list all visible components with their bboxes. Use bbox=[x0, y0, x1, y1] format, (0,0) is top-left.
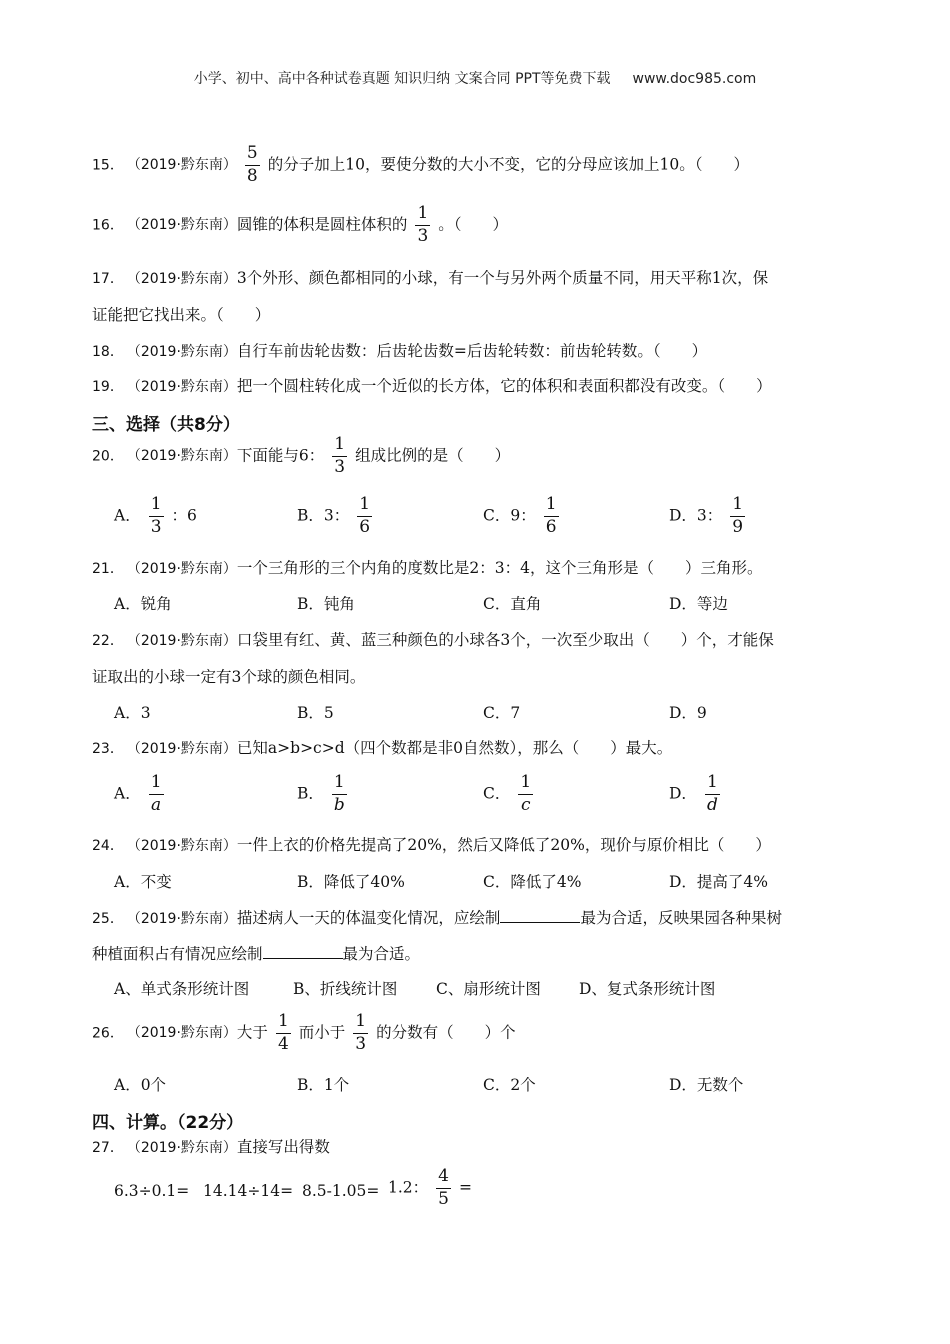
question-text: 自行车前齿轮齿数：后齿轮齿数=后齿轮转数：前齿轮转数。（ ） bbox=[236, 342, 708, 360]
option-a: A、单式条形统计图 bbox=[114, 980, 250, 998]
question-source: （2019·黔东南） bbox=[133, 217, 237, 234]
option-label: D． bbox=[669, 784, 697, 803]
option-b bbox=[297, 496, 380, 537]
question-19 bbox=[92, 374, 772, 396]
question-text: 把一个圆柱转化成一个近似的长方体，它的体积和表面积都没有改变。（ ） bbox=[236, 377, 772, 395]
question-text: 口袋里有红、黄、蓝三种颜色的小球各3个，一次至少取出（ ）个，才能保 bbox=[236, 631, 774, 649]
option-label: C．9： bbox=[483, 506, 536, 525]
option-c: C．2个 bbox=[483, 1076, 536, 1094]
numerator: 1 bbox=[332, 436, 347, 457]
question-17 bbox=[92, 266, 768, 288]
page-header bbox=[0, 68, 950, 88]
question-number: 26． bbox=[92, 1025, 124, 1042]
option-label: D．3： bbox=[669, 506, 723, 525]
question-number: 27． bbox=[92, 1140, 124, 1156]
numerator: 5 bbox=[245, 145, 260, 166]
calc-text: 1.2： bbox=[388, 1178, 429, 1197]
denominator: 3 bbox=[334, 456, 346, 477]
option-d: D．9 bbox=[669, 704, 707, 722]
fraction bbox=[705, 774, 720, 815]
option-label: A． bbox=[114, 506, 141, 525]
denominator: 3 bbox=[150, 516, 162, 537]
question-25-continued bbox=[92, 942, 420, 964]
question-number: 25． bbox=[92, 911, 124, 927]
denominator: 3 bbox=[355, 1033, 367, 1054]
fraction bbox=[357, 496, 372, 537]
question-source: （2019·黔东南） bbox=[133, 561, 237, 577]
denominator: 3 bbox=[417, 225, 429, 246]
option-a: A．0个 bbox=[114, 1076, 167, 1094]
fraction bbox=[332, 436, 347, 477]
option-a: A．锐角 bbox=[114, 595, 172, 613]
section-heading-3: 三、选择（共8分） bbox=[92, 415, 240, 435]
question-25 bbox=[92, 906, 782, 928]
fraction bbox=[149, 774, 164, 815]
question-16 bbox=[92, 205, 508, 246]
option-a bbox=[114, 774, 172, 815]
question-number: 24． bbox=[92, 838, 124, 854]
option-b: B．钝角 bbox=[297, 595, 355, 613]
question-source: （2019·黔东南） bbox=[133, 1140, 237, 1156]
calc-item-1: 6.3÷0.1= bbox=[114, 1182, 190, 1200]
denominator: b bbox=[333, 794, 345, 815]
numerator: 1 bbox=[332, 774, 347, 795]
option-d: D．等边 bbox=[669, 595, 728, 613]
calc-text-end: = bbox=[458, 1178, 472, 1197]
question-source: （2019·黔东南） bbox=[133, 157, 237, 174]
fraction bbox=[332, 774, 347, 815]
option-b: B．1个 bbox=[297, 1076, 350, 1094]
numerator: 1 bbox=[276, 1013, 291, 1034]
denominator: 4 bbox=[277, 1033, 289, 1054]
question-source: （2019·黔东南） bbox=[133, 344, 237, 360]
numerator: 1 bbox=[730, 496, 745, 517]
option-a: A．不变 bbox=[114, 873, 172, 891]
section-heading-4: 四、计算。（22分） bbox=[92, 1113, 244, 1133]
numerator: 1 bbox=[357, 496, 372, 517]
question-number: 21． bbox=[92, 561, 124, 577]
question-text: 已知a>b>c>d（四个数都是非0自然数），那么（ ）最大。 bbox=[236, 739, 673, 757]
question-text-end: 最为合适。 bbox=[342, 945, 421, 963]
question-text-mid: 最为合适，反映果园各种果树 bbox=[580, 909, 782, 927]
option-d: D、复式条形统计图 bbox=[579, 980, 716, 998]
option-d: D．提高了4% bbox=[669, 873, 769, 891]
option-a bbox=[114, 496, 197, 537]
question-26 bbox=[92, 1013, 516, 1054]
option-d: D．无数个 bbox=[669, 1076, 744, 1094]
option-b: B．降低了40% bbox=[297, 873, 405, 891]
question-number: 17． bbox=[92, 271, 124, 287]
calc-item-2: 14.14÷14= bbox=[203, 1182, 294, 1200]
option-b: B、折线统计图 bbox=[293, 980, 398, 998]
option-label: C． bbox=[483, 784, 511, 803]
question-21 bbox=[92, 556, 763, 578]
question-27 bbox=[92, 1135, 330, 1157]
question-22-continued: 证取出的小球一定有3个球的颜色相同。 bbox=[92, 668, 366, 686]
question-source: （2019·黔东南） bbox=[133, 448, 237, 465]
question-source: （2019·黔东南） bbox=[133, 379, 237, 395]
numerator: 1 bbox=[149, 774, 164, 795]
question-number: 19． bbox=[92, 379, 124, 395]
fraction bbox=[149, 496, 164, 537]
header-site: www.doc985.com bbox=[632, 71, 757, 87]
question-20 bbox=[92, 436, 510, 477]
denominator: d bbox=[706, 794, 718, 815]
question-source: （2019·黔东南） bbox=[133, 838, 237, 854]
question-source: （2019·黔东南） bbox=[133, 271, 237, 287]
question-source: （2019·黔东南） bbox=[133, 911, 237, 927]
option-label: B．3： bbox=[297, 506, 350, 525]
question-text-end: 。（ ） bbox=[438, 215, 509, 234]
question-23 bbox=[92, 736, 672, 758]
denominator: 9 bbox=[732, 516, 744, 537]
question-text: 一个三角形的三个内角的度数比是2：3：4，这个三角形是（ ）三角形。 bbox=[236, 559, 763, 577]
fraction bbox=[276, 1013, 291, 1054]
question-text: 下面能与6： bbox=[236, 446, 325, 465]
fraction bbox=[730, 496, 745, 537]
question-number: 20． bbox=[92, 448, 124, 465]
question-number: 22． bbox=[92, 633, 124, 649]
question-text: 的分子加上10，要使分数的大小不变，它的分母应该加上10。（ ） bbox=[267, 155, 749, 174]
fraction bbox=[415, 205, 430, 246]
option-c: C、扇形统计图 bbox=[436, 980, 541, 998]
header-text: 小学、初中、高中各种试卷真题 知识归纳 文案合同 PPT等免费下载 bbox=[193, 71, 611, 87]
denominator: a bbox=[151, 794, 162, 815]
denominator: 6 bbox=[545, 516, 557, 537]
calc-item-4 bbox=[388, 1168, 472, 1209]
question-text: 描述病人一天的体温变化情况，应绘制 bbox=[236, 909, 501, 927]
numerator: 1 bbox=[518, 774, 533, 795]
question-22 bbox=[92, 628, 774, 650]
calc-item-3: 8.5-1.05= bbox=[302, 1182, 380, 1200]
numerator: 1 bbox=[544, 496, 559, 517]
question-text: 直接写出得数 bbox=[236, 1138, 330, 1156]
denominator: 8 bbox=[246, 165, 258, 186]
question-number: 23． bbox=[92, 741, 124, 757]
question-text: 种植面积占有情况应绘制 bbox=[92, 945, 263, 963]
numerator: 4 bbox=[436, 1168, 451, 1189]
question-text-mid: 而小于 bbox=[298, 1023, 346, 1042]
option-c bbox=[483, 496, 567, 537]
answer-blank[interactable] bbox=[263, 944, 343, 959]
denominator: 6 bbox=[359, 516, 371, 537]
option-c: C．7 bbox=[483, 704, 521, 722]
question-text-end: 组成比例的是（ ） bbox=[355, 446, 511, 465]
option-b: B．5 bbox=[297, 704, 334, 722]
denominator: c bbox=[521, 794, 531, 815]
question-number: 15． bbox=[92, 157, 124, 174]
question-number: 16． bbox=[92, 217, 124, 234]
question-source: （2019·黔东南） bbox=[133, 741, 237, 757]
option-a: A．3 bbox=[114, 704, 151, 722]
option-b bbox=[297, 774, 355, 815]
question-number: 18． bbox=[92, 344, 124, 360]
numerator: 1 bbox=[415, 205, 430, 226]
option-label: A． bbox=[114, 784, 141, 803]
question-source: （2019·黔东南） bbox=[133, 633, 237, 649]
question-text: 3个外形、颜色都相同的小球，有一个与另外两个质量不同，用天平称1次，保 bbox=[236, 269, 769, 287]
option-text: ：6 bbox=[171, 506, 197, 525]
answer-blank[interactable] bbox=[500, 908, 580, 923]
numerator: 1 bbox=[705, 774, 720, 795]
option-d bbox=[669, 774, 728, 815]
numerator: 1 bbox=[149, 496, 164, 517]
fraction bbox=[518, 774, 533, 815]
fraction bbox=[245, 145, 260, 186]
option-c: C．直角 bbox=[483, 595, 542, 613]
question-17-continued: 证能把它找出来。（ ） bbox=[92, 306, 271, 324]
question-text-end: 的分数有（ ）个 bbox=[376, 1023, 516, 1042]
numerator: 1 bbox=[353, 1013, 368, 1034]
question-text: 一件上衣的价格先提高了20%，然后又降低了20%，现价与原价相比（ ） bbox=[236, 836, 771, 854]
option-c: C．降低了4% bbox=[483, 873, 582, 891]
option-label: B． bbox=[297, 784, 324, 803]
option-d bbox=[669, 496, 753, 537]
fraction bbox=[436, 1168, 451, 1209]
fraction bbox=[544, 496, 559, 537]
question-24 bbox=[92, 833, 771, 855]
question-text: 大于 bbox=[236, 1023, 268, 1042]
question-source: （2019·黔东南） bbox=[133, 1025, 237, 1042]
question-15 bbox=[92, 145, 749, 186]
question-text: 圆锥的体积是圆柱体积的 bbox=[236, 215, 408, 234]
question-18 bbox=[92, 339, 707, 361]
denominator: 5 bbox=[438, 1188, 449, 1209]
fraction bbox=[353, 1013, 368, 1054]
option-c bbox=[483, 774, 541, 815]
